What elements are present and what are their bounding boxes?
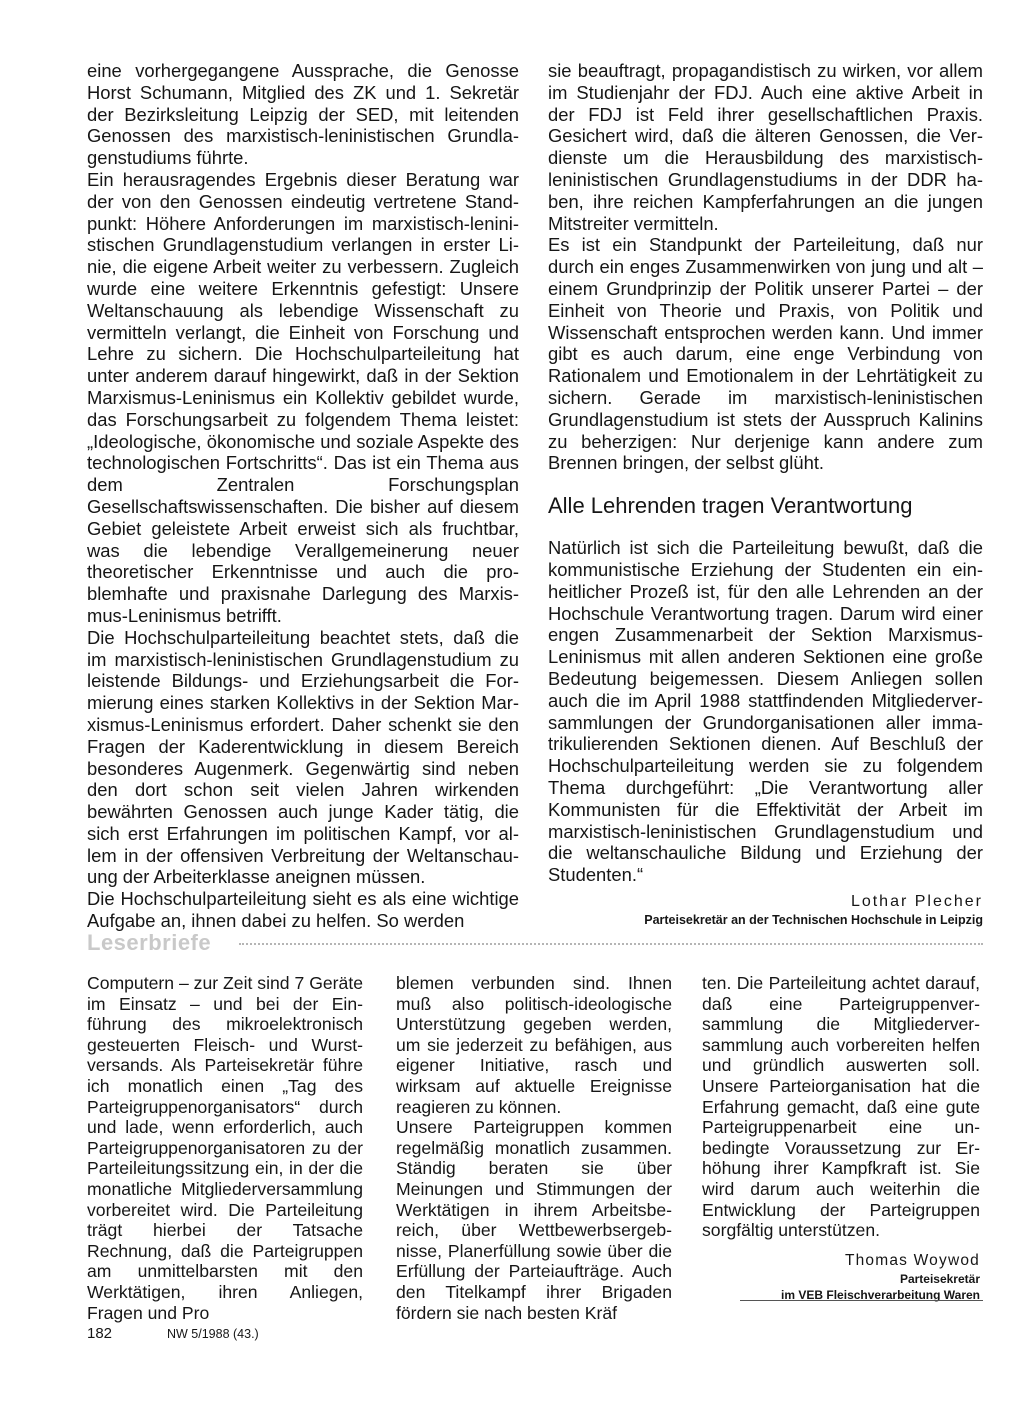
article-paragraph: Natürlich ist sich die Parteileitung bewußt, daß die kommunistische Erziehung der Studenten ein einheitlicher Prozeß ist, für den alle Lehrenden an der Hochschule Verantwortung tragen. Darum wird einer engen Zusammenarbeit der Sektion Marxismus-Leninismus mit allen anderen Sektionen eine große Bedeutung beigemessen. Diesem Anliegen sollen auch die im April 1988 stattfindenden Mitgliederversammlungen der Grundorganisationen aller immatrikulierenden Sektionen dienen. Auf Beschluß der Hochschulparteileitung werden sie zu folgendem Thema durchgeführt: „Die Verantwortung aller Kommunisten für die Effektivität der Arbeit im marxistisch-leninistischen Grundlagenstudium und die weltanschauliche Bildung und Erziehung der Studenten.“ — [548, 537, 983, 886]
footer-rule — [740, 1300, 983, 1301]
article-paragraph: sie beauftragt, propagandistisch zu wirken, vor allem im Studienjahr der FDJ. Auch eine aktive Arbeit in der FDJ ist Feld ihrer gesellschaftlichen Praxis. Gesichert wird, daß die älteren Genossen, die Verdienste um die Herausbildung des marxistisch-leninistischen Grundlagenstudiums in der DDR haben, ihre reichen Kampferfahrungen an die jungen Mitstreiter vermitteln. — [548, 60, 983, 234]
article-author-role: Parteisekretär an der Technischen Hochschule in Leipzig — [644, 912, 983, 927]
letter-paragraph: Unsere Parteigruppen kommen regelmäßig monatlich zusammen. Ständig beraten sie über Meinungen und Stimmungen der Werktätigen in ihrem Arbeitsbereich, über Wettbewerbsergebnisse, Planerfüllung sowie über die Erfüllung der Parteiaufträge. Auch den Titelkampf ihrer Brigaden fördern sie nach besten Kräf — [396, 1117, 672, 1323]
article-paragraph: Die Hochschulparteileitung beachtet stets, daß die im marxistisch-leninistischen Grundlagenstudium zu leistende Bildungs- und Erziehungsarbeit die Formierung eines starken Kollektivs in der Sektion Marxismus-Leninismus erfordert. Daher schenkt sie den Fragen der Kaderentwicklung in diesem Bereich besonderes Augenmerk. Gegenwärtig sind neben den dort schon seit vielen Jahren wirkenden bewährten Genossen auch junge Kader tätig, die sich erst Erfahrungen im politischen Kampf, vor allem in der offensiven Verbreitung der Weltanschauung der Arbeiterklasse aneignen müssen. — [87, 626, 519, 888]
page-number: 182 — [87, 1325, 113, 1342]
article-paragraph: Die Hochschulparteileitung sieht es als eine wichtige Aufgabe an, ihnen dabei zu helfen. So werden — [87, 888, 519, 932]
letter-column-1 — [87, 973, 363, 1323]
letter-paragraph: blemen verbunden sind. Ihnen muß also politisch-ideologische Unterstützung gegeben werden, um sie jederzeit zu befähigen, aus eigener Initiative, rasch und wirksam auf aktuelle Ereignisse reagieren zu können. — [396, 973, 672, 1117]
article-paragraph: Ein herausragendes Ergebnis dieser Beratung war der von den Genossen eindeutig vertretene Standpunkt: Höhere Anforderungen im marxistisch-leninistischen Grundlagenstudium verlangen in erster Linie, die eigene Arbeit weiter zu verbessern. Zugleich wurde eine weitere Erkenntnis gefestigt: Unsere Weltanschauung als lebendige Wissenschaft zu vermitteln verlangt, die Einheit von Forschung und Lehre zu sichern. Die Hochschulparteileitung hat unter anderem darauf hingewirkt, daß in der Sektion Marxismus-Leninismus ein Kollektiv gebildet wurde, das Forschungsarbeit zu folgendem Thema leistet: „Ideologische, ökonomische und soziale Aspekte des technologischen Fortschritts“. Das ist ein Thema aus dem Zentralen Forschungsplan Gesellschaftswissenschaften. Die bisher auf diesem Gebiet geleistete Arbeit erweist sich als fruchtbar, was die lebendige Verallgemeinerung neuer theoretischer Erkenntnisse und auch die problemhafte und praxisnahe Darlegung des Marxismus-Leninismus betrifft. — [87, 168, 519, 626]
letter-column-2 — [396, 973, 672, 1323]
section-header — [87, 930, 983, 956]
article-right-column — [548, 60, 983, 929]
article-subheading: Alle Lehrenden tragen Verantwortung — [548, 493, 913, 519]
letter-column-3 — [702, 973, 980, 1303]
letter-author-role: Parteisekretär — [899, 1271, 980, 1286]
letter-author-name: Thomas Woywod — [844, 1251, 980, 1269]
letter-author-organization: im VEB Fleischverarbeitung Waren — [781, 1287, 980, 1302]
letter-paragraph: Computern – zur Zeit sind 7 Geräte im Einsatz – und bei der Einführung des mikroelektronisch gesteuerten Fleisch- und Wurstversands. Als Parteisekretär führe ich monatlich einen „Tag des Parteigruppenorganisators“ durch und lade, wenn erforderlich, auch Parteigruppenorganisatoren zu der Parteileitungssitzung ein, in der die monatliche Mitgliederversammlung vorbereitet wird. Die Parteileitung trägt hierbei der Tatsache Rechnung, daß die Parteigruppen am unmittelbarsten mit den Werktätigen, ihren Anliegen, Fragen und Pro — [87, 973, 363, 1323]
article-paragraph: Es ist ein Standpunkt der Parteileitung, daß nur durch ein enges Zusammenwirken von jung und alt – einem Grundprinzip der Politik unserer Partei – der Einheit von Theorie und Praxis, von Politik und Wissenschaft entsprochen werden kann. Und immer gibt es auch darum, eine enge Verbindung von Rationalem und Emotionalem in der Lehrtätigkeit zu sichern. Gerade im marxistisch-leninistischen Grundlagenstudium ist stets der Ausspruch Kalinins zu beherzigen: Nur derjenige kann andere zum Brennen bringen, der selbst glüht. — [548, 234, 983, 474]
article-left-column — [87, 60, 519, 932]
article-author-name: Lothar Plecher — [850, 892, 983, 910]
section-divider — [239, 943, 983, 945]
letter-paragraph: ten. Die Parteileitung achtet darauf, daß eine Parteigruppenversammlung die Mitgliederversammlung auch vorbereiten helfen und gründlich auswerten soll. Unsere Parteiorganisation hat die Erfahrung gemacht, daß eine gute Parteigruppenarbeit eine unbedingte Voraussetzung zur Erhöhung ihrer Kampfkraft ist. Sie wird darum auch weiterhin die Entwicklung der Parteigruppen sorgfältig unterstützen. — [702, 973, 980, 1241]
issue-info: NW 5/1988 (43.) — [167, 1327, 259, 1341]
article-paragraph: eine vorhergegangene Aussprache, die Genosse Horst Schumann, Mitglied des ZK und 1. Sekretär der Bezirksleitung Leipzig der SED, mit leitenden Genossen des marxistisch-leninistischen Grundlagenstudiums führte. — [87, 60, 519, 169]
section-label: Leserbriefe — [87, 930, 212, 955]
